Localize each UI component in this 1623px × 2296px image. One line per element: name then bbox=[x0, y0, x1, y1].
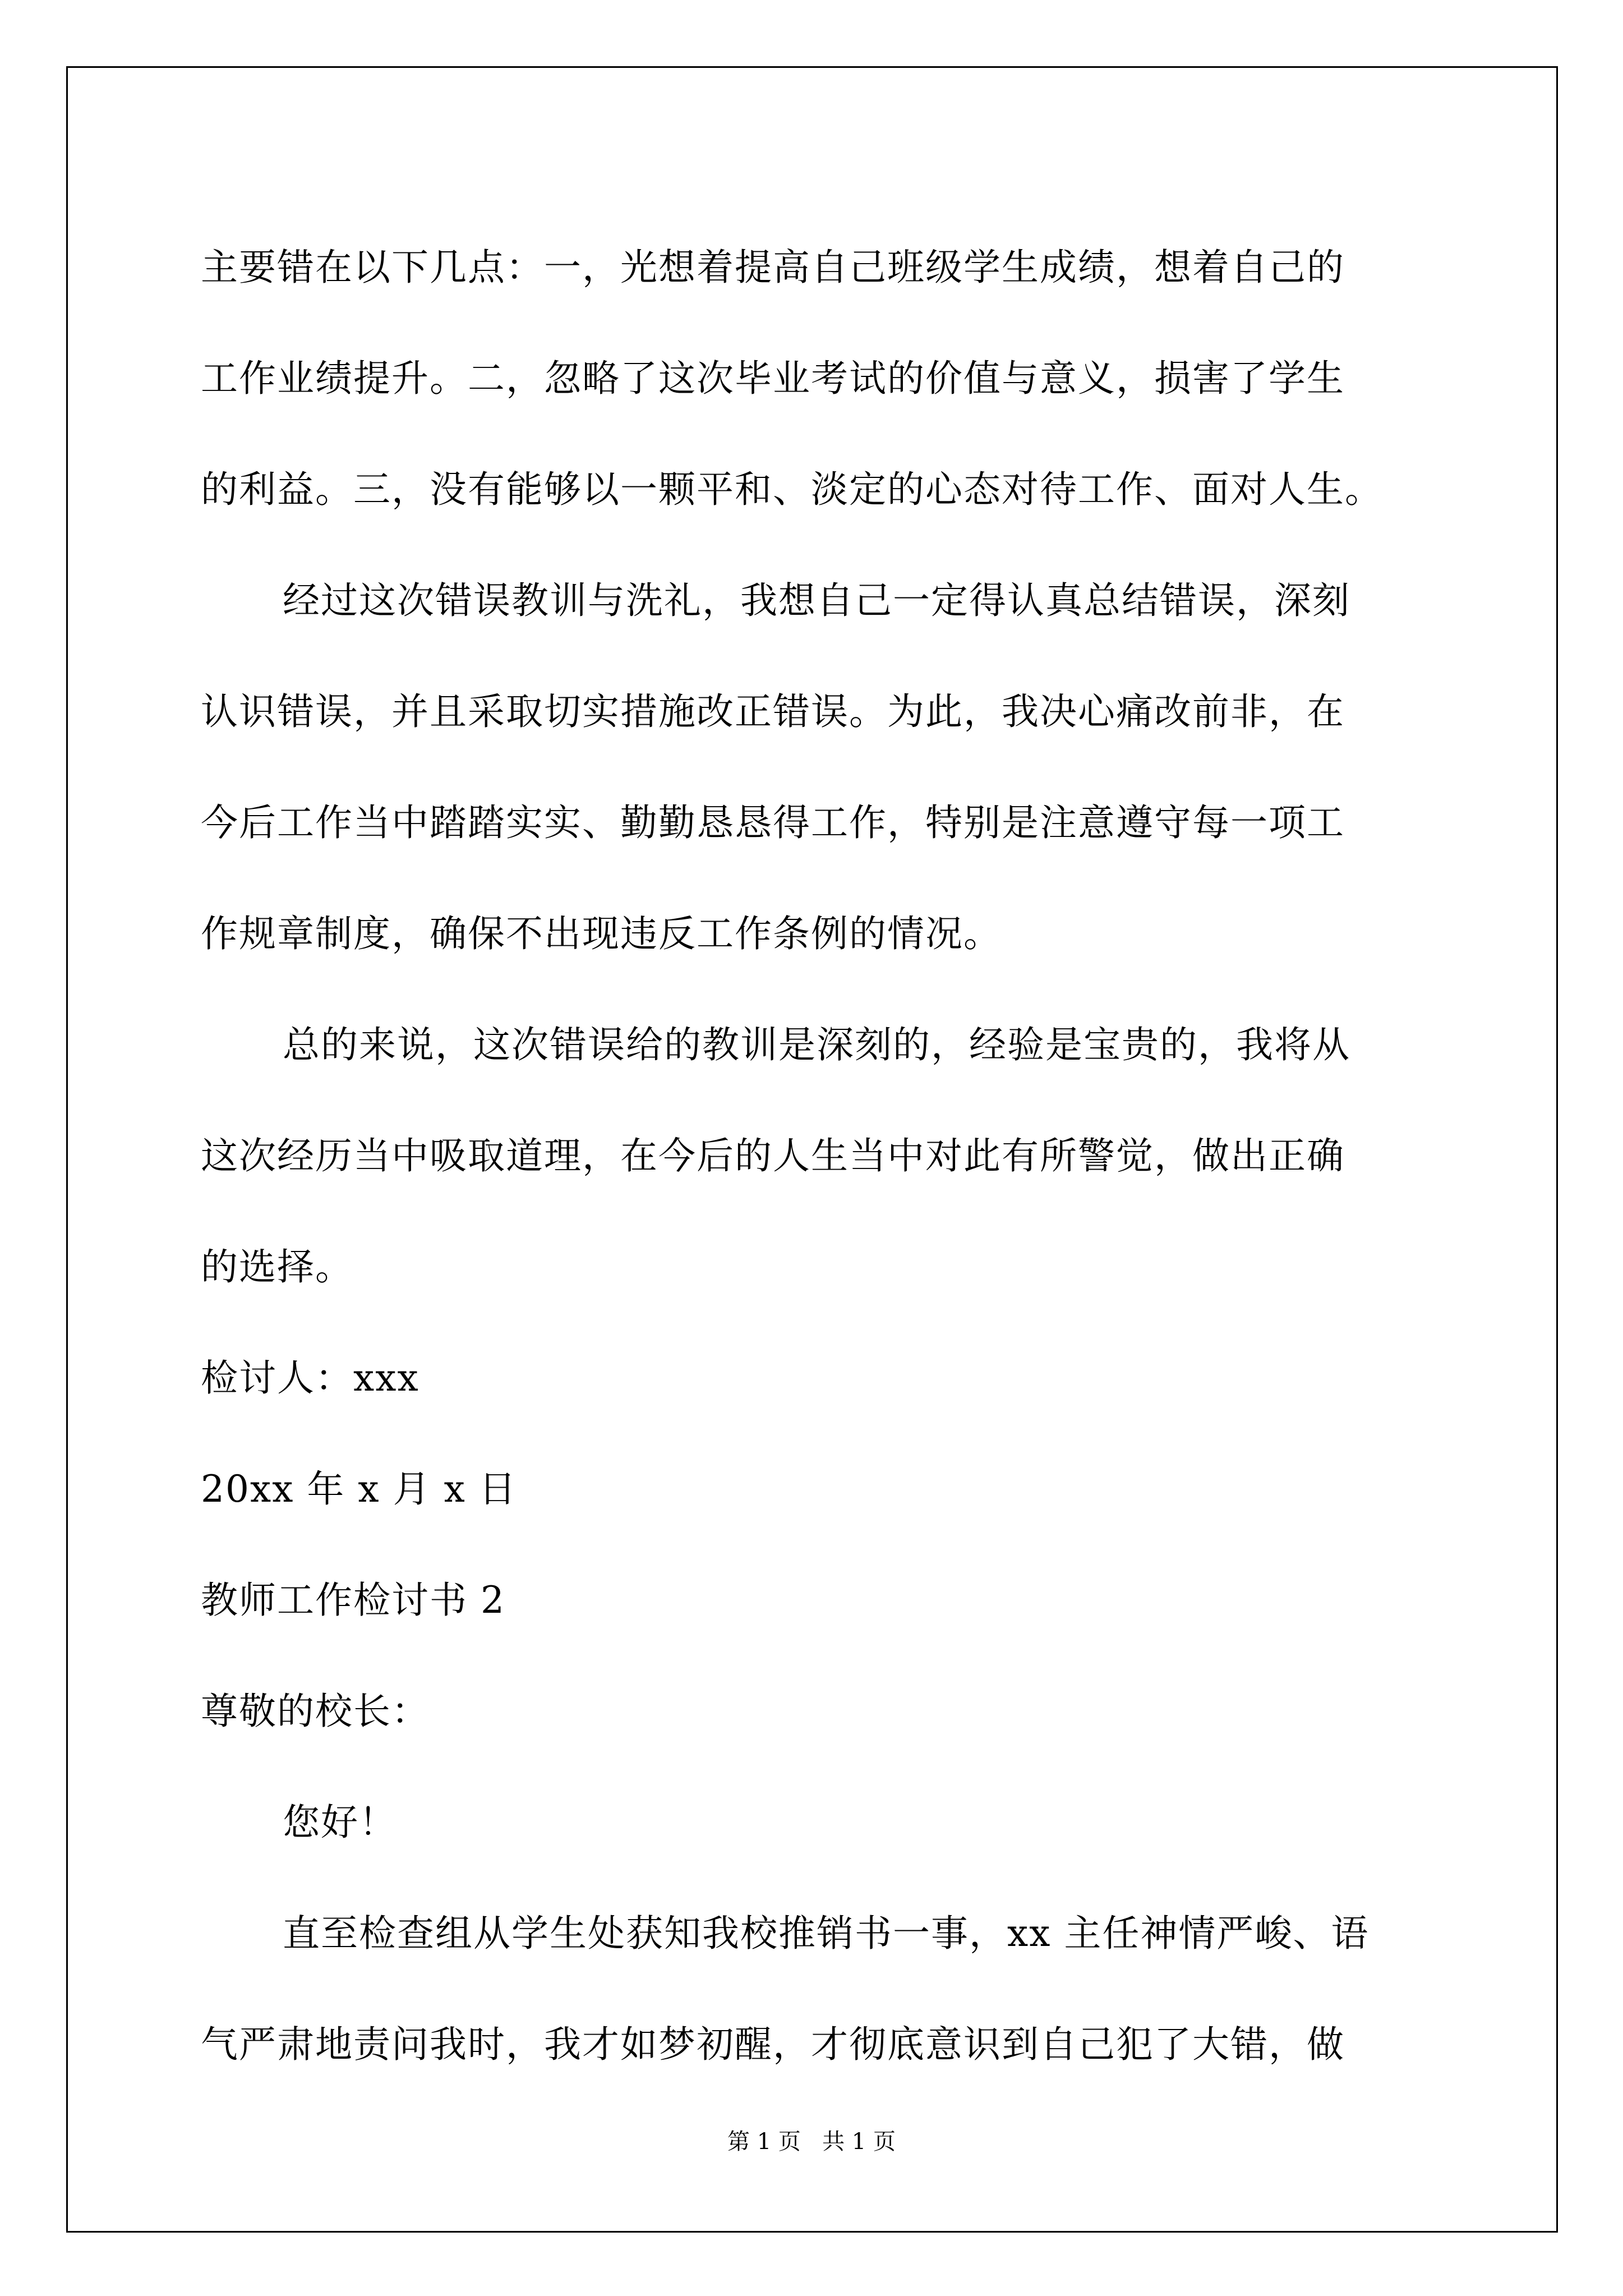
greeting: 您好！ bbox=[283, 1801, 397, 1844]
salutation: 尊敬的校长： bbox=[201, 1690, 430, 1733]
text-line: 工作业绩提升。二，忽略了这次毕业考试的价值与意义，损害了学生 bbox=[201, 357, 1345, 400]
page-number-footer: 第 1 页 共 1 页 bbox=[727, 2129, 896, 2155]
text-line: 认识错误，并且采取切实措施改正错误。为此，我决心痛改前非，在 bbox=[201, 690, 1345, 733]
text-line: 的利益。三，没有能够以一颗平和、淡定的心态对待工作、面对人生。 bbox=[201, 468, 1383, 511]
paragraph-start-line: 经过这次错误教训与洗礼，我想自己一定得认真总结错误，深刻 bbox=[283, 579, 1350, 622]
text-line: 这次经历当中吸取道理，在今后的人生当中对此有所警觉，做出正确 bbox=[201, 1134, 1345, 1177]
document-body bbox=[201, 212, 1435, 2100]
signature-line: 检讨人：xxx bbox=[201, 1356, 419, 1400]
date-line: 20xx 年 x 月 x 日 bbox=[201, 1467, 517, 1511]
text-line: 作规章制度，确保不出现违反工作条例的情况。 bbox=[201, 912, 1002, 955]
section-title: 教师工作检讨书 2 bbox=[201, 1579, 505, 1622]
text-line: 的选择。 bbox=[201, 1245, 353, 1289]
text-line: 主要错在以下几点：一，光想着提高自己班级学生成绩，想着自己的 bbox=[201, 246, 1345, 289]
paragraph-start-line: 直至检查组从学生处获知我校推销书一事，xx 主任神情严峻、语 bbox=[283, 1912, 1370, 1955]
text-line: 今后工作当中踏踏实实、勤勤恳恳得工作，特别是注意遵守每一项工 bbox=[201, 801, 1345, 844]
paragraph-start-line: 总的来说，这次错误给的教训是深刻的，经验是宝贵的，我将从 bbox=[283, 1023, 1350, 1066]
text-line: 气严肃地责问我时，我才如梦初醒，才彻底意识到自己犯了大错，做 bbox=[201, 2023, 1345, 2066]
